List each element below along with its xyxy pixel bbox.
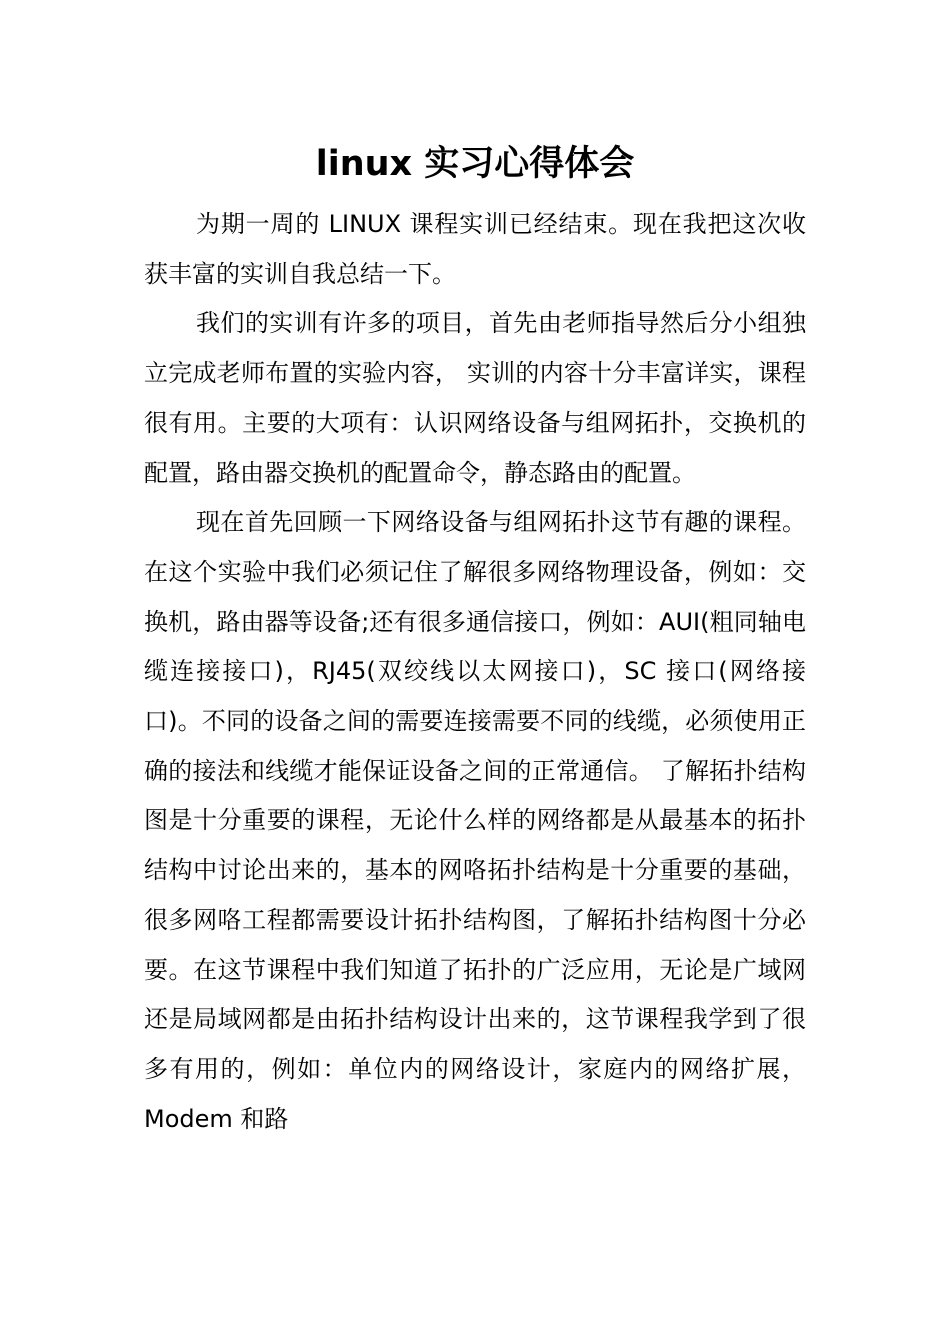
- paragraph-network-devices: 现在首先回顾一下网络设备与组网拓扑这节有趣的课程。在这个实验中我们必须记住了解很多网络物理设备，例如：交换机，路由器等设备;还有很多通信接口，例如：AUI(粗同轴电缆连接接口)，RJ45(双绞线以太网接口)，SC 接口(网络接口)。不同的设备之间的需要连接需要不同的线缆，必须使用正确的接法和线缆才能保证设备之间的正常通信。 了解拓扑结构图是十分重要的课程，无论什么样的网络都是从最基本的拓扑结构中讨论出来的，基本的网咯拓扑结构是十分重要的基础，很多网咯工程都需要设计拓扑结构图，了解拓扑结构图十分必要。在这节课程中我们知道了拓扑的广泛应用，无论是广域网还是局域网都是由拓扑结构设计出来的，这节课程我学到了很多有用的，例如：单位内的网络设计，家庭内的网络扩展，Modem 和路: [144, 508, 806, 1133]
- page-title: linux 实习心得体会: [315, 144, 635, 184]
- document-body: [144, 200, 806, 1144]
- paragraph-intro: 为期一周的 LINUX 课程实训已经结束。现在我把这次收获丰富的实训自我总结一下。: [144, 210, 806, 288]
- paragraph-projects: 我们的实训有许多的项目，首先由老师指导然后分小组独立完成老师布置的实验内容， 实训的内容十分丰富详实，课程很有用。主要的大项有：认识网络设备与组网拓扑，交换机的配置，路由器交换机的配置命令，静态路由的配置。: [144, 309, 806, 487]
